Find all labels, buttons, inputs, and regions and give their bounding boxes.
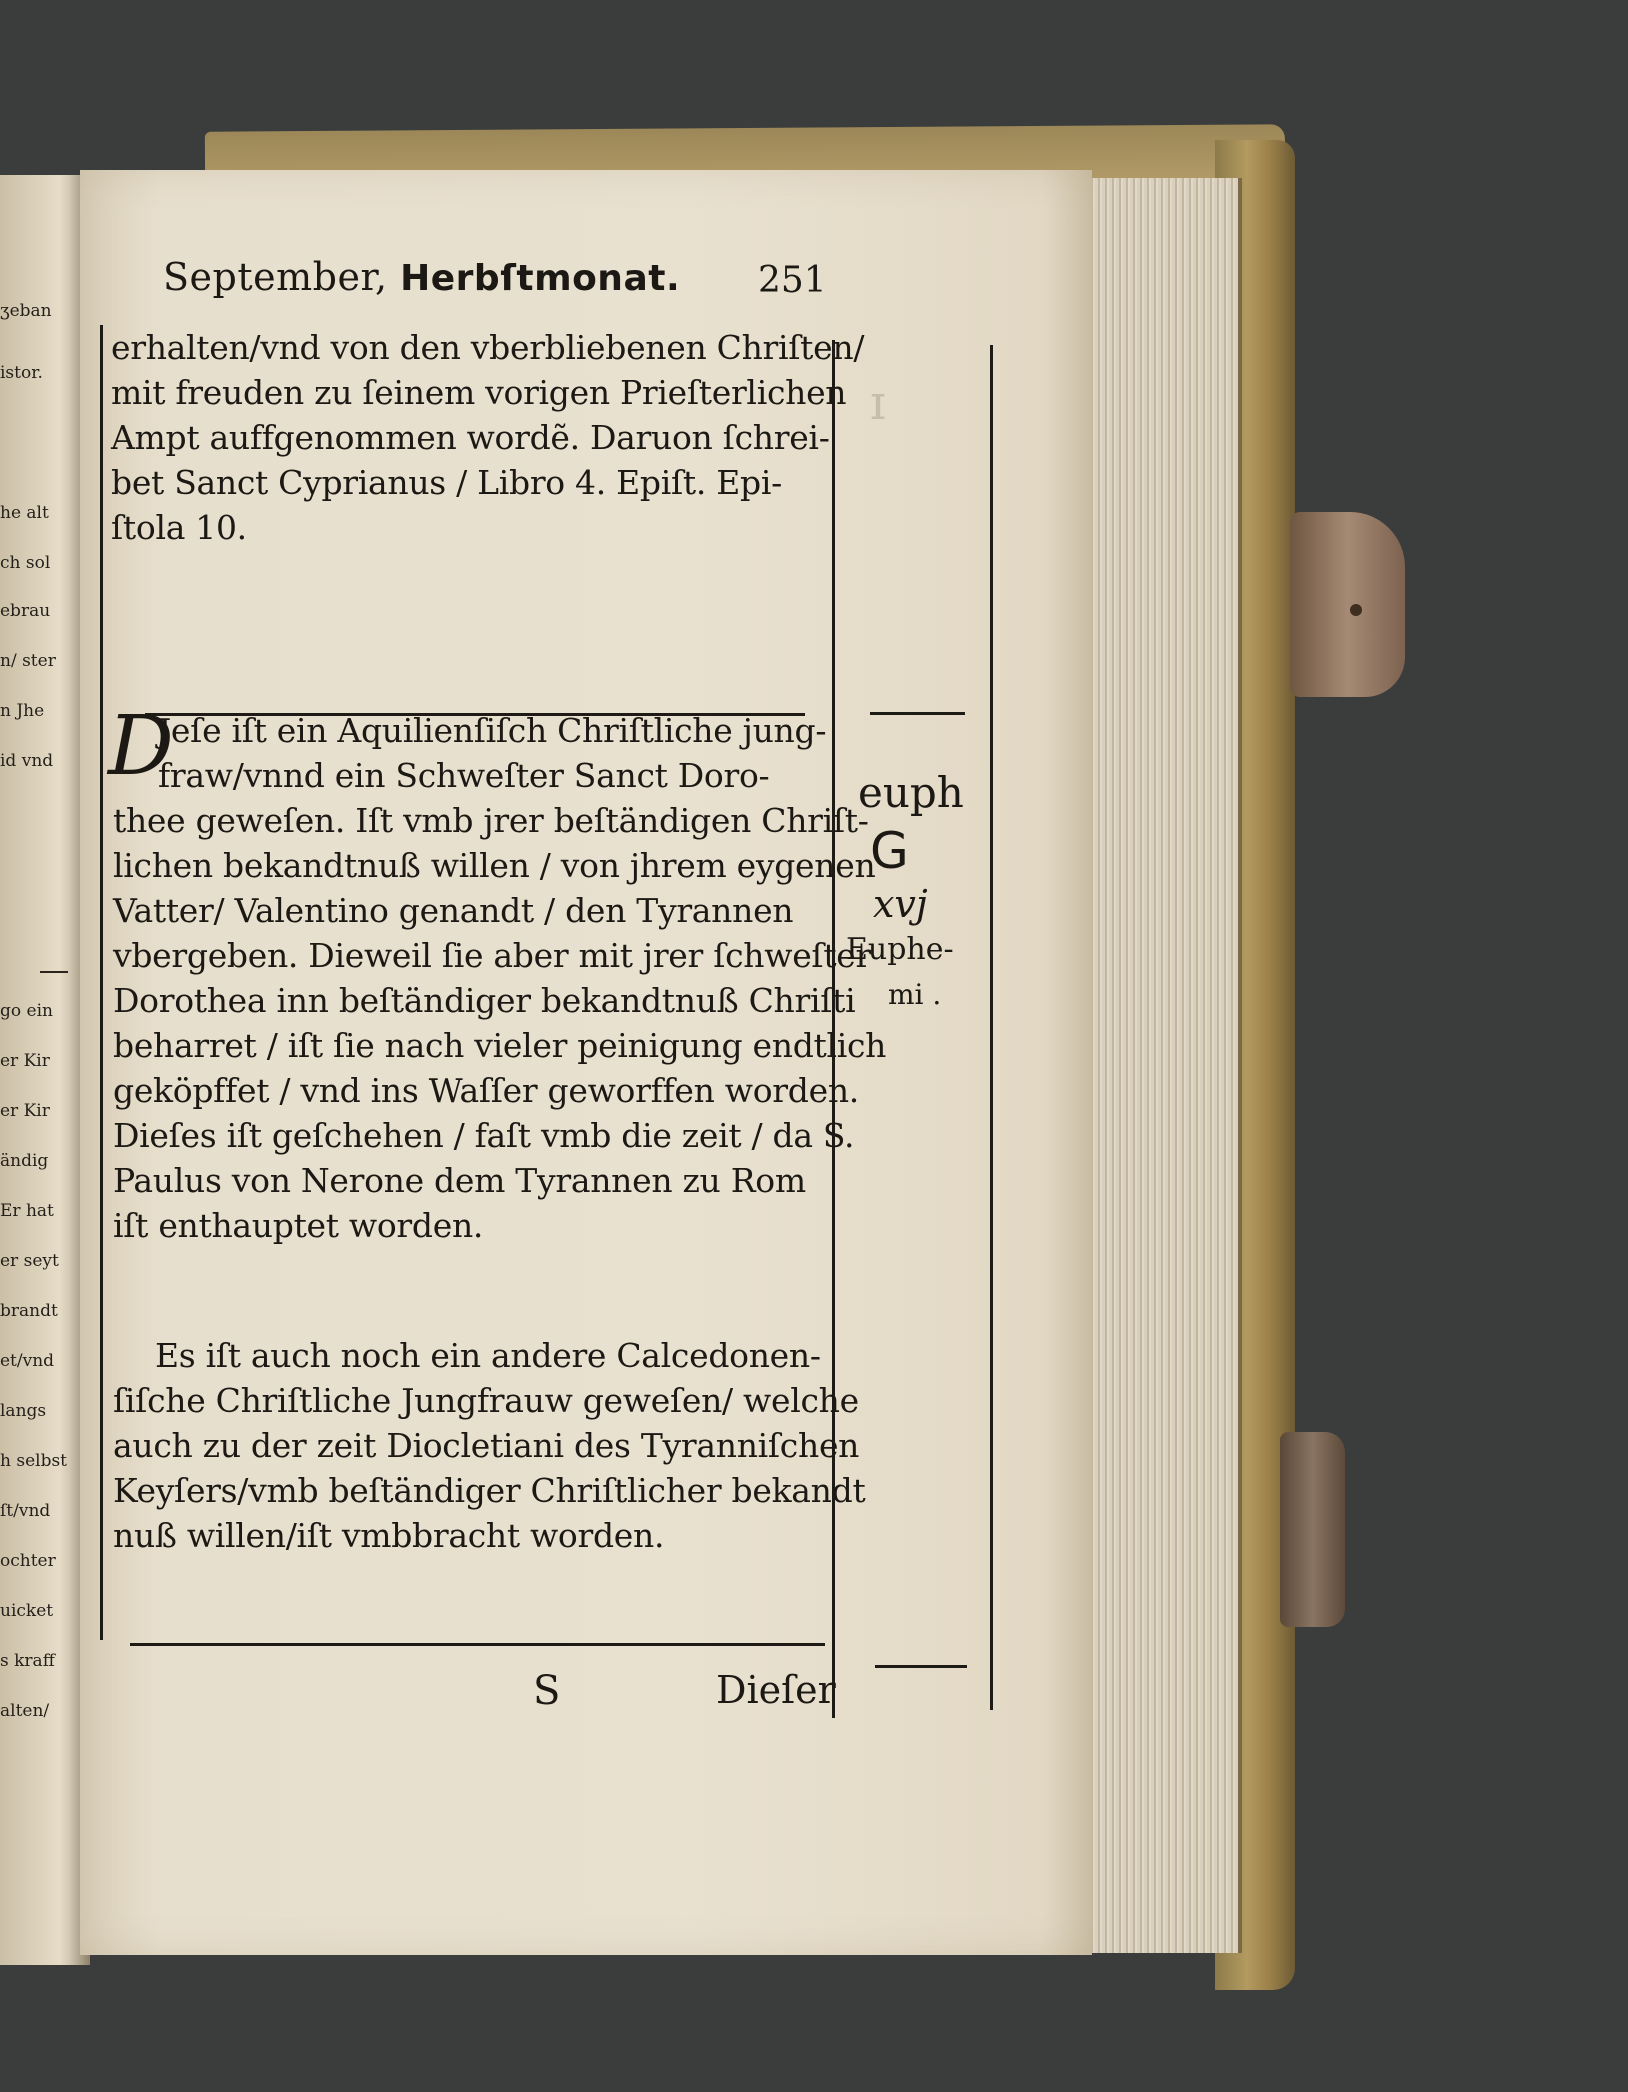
text-line: auch zu der zeit Diocletiani des Tyranniſchen [113, 1426, 860, 1465]
text-line: Dorothea inn beſtändiger bekandtnuß Chriſti [113, 981, 856, 1020]
text-line: vbergeben. Dieweil ſie aber mit jrer ſchweſter [113, 936, 872, 975]
paragraph-1 [111, 325, 864, 550]
left-fragment: ch sol [0, 553, 51, 573]
text-line: erhalten/vnd von den vberbliebenen Chriſten/ [111, 328, 865, 367]
left-fragment: n Jhe [0, 701, 45, 721]
text-line: iſt enthauptet worden. [113, 1206, 484, 1245]
margin-right-rule [990, 345, 993, 1710]
signature-mark: S [533, 1668, 561, 1714]
left-fragment: brandt [0, 1301, 58, 1321]
text-line: Paulus von Nerone dem Tyrannen zu Rom [113, 1161, 806, 1200]
left-fragment: istor. [0, 363, 43, 383]
left-fragment: langs [0, 1401, 47, 1421]
show-through: ɪ [870, 375, 886, 431]
drop-cap-initial: D [108, 699, 174, 794]
left-fragment: ebrau [0, 601, 51, 621]
text-line: ſiſche Chriſtliche Jungfrauw geweſen/ welche [113, 1381, 859, 1420]
section-rule-2 [130, 1643, 825, 1646]
text-line: Vatter/ Valentino genandt / den Tyrannen [113, 891, 794, 930]
header-month-name: Herbſtmonat. [400, 258, 681, 299]
margin-saint-name-rest: mi . [888, 978, 942, 1011]
left-fragment: id vnd [0, 751, 54, 771]
text-line: Dieſes iſt geſchehen / faſt vmb die zeit / da S. [113, 1116, 855, 1155]
page-edges [1088, 178, 1242, 1953]
left-fragment: er seyt [0, 1251, 59, 1271]
text-line: beharret / iſt ſie nach vieler peinigung endtlich [113, 1026, 887, 1065]
text-line: thee geweſen. Iſt vmb jrer beſtändigen Chriſt- [113, 801, 869, 840]
text-line: geköpffet / vnd ins Waſſer geworffen worden. [113, 1071, 859, 1110]
left-fragment: ʒeban [0, 301, 52, 321]
text-line: Ampt auffgenommen wordẽ. Daruon ſchrei- [111, 418, 830, 457]
left-fragment: ſt/vnd [0, 1501, 51, 1521]
text-line: nuß willen/iſt vmbbracht worden. [113, 1516, 665, 1555]
text-line: Keyſers/vmb beſtändiger Chriſtlicher bekandt [113, 1471, 866, 1510]
margin-saint-name: Euphe- [846, 932, 954, 967]
page-number: 251 [758, 260, 827, 301]
text-line: bet Sanct Cyprianus / Libro 4. Epiſt. Epi- [111, 463, 782, 502]
text-line: mit freuden zu ſeinem vorigen Prieſterlichen [111, 373, 847, 412]
margin-day-numeral: xvj [873, 882, 928, 926]
left-fragment: go ein [0, 1001, 53, 1021]
left-fragment: s kraff [0, 1651, 55, 1671]
margin-dominical-letter: G [870, 822, 909, 880]
left-fragment: ändig [0, 1151, 49, 1171]
left-fragment: he alt [0, 503, 49, 523]
left-fragment: ochter [0, 1551, 56, 1571]
text-line: lichen bekandtnuß willen / von jhrem eygenen [113, 846, 876, 885]
text-line: Es iſt auch noch ein andere Calcedonen- [155, 1336, 821, 1375]
paragraph-2 [113, 708, 887, 1248]
margin-calendar-word: euph [858, 768, 964, 817]
catchword: Dieſer [716, 1668, 836, 1712]
paragraph-3 [113, 1333, 865, 1558]
text-line: ſtola 10. [111, 508, 247, 547]
text-line: fraw/vnnd ein Schweſter Sanct Doro- [158, 756, 770, 795]
header-month: September, [163, 255, 388, 299]
margin-rule-2 [875, 1665, 967, 1668]
text-line: Jeſe iſt ein Aquilienſiſch Chriſtliche jung- [158, 711, 827, 750]
left-fragment: h selbst [0, 1451, 68, 1471]
left-fragment: et/vnd [0, 1351, 55, 1371]
left-fragment: uicket [0, 1601, 54, 1621]
frame-left-rule [100, 325, 103, 1640]
left-fragment: n/ ster [0, 651, 56, 671]
running-header [163, 255, 680, 299]
book-clasp-bottom [1280, 1432, 1345, 1627]
left-fragment: Er hat [0, 1201, 54, 1221]
left-fragment: er Kir [0, 1101, 50, 1121]
book-clasp-top [1290, 512, 1405, 697]
left-fragment: er Kir [0, 1051, 50, 1071]
left-fragment: alten/ [0, 1701, 50, 1721]
